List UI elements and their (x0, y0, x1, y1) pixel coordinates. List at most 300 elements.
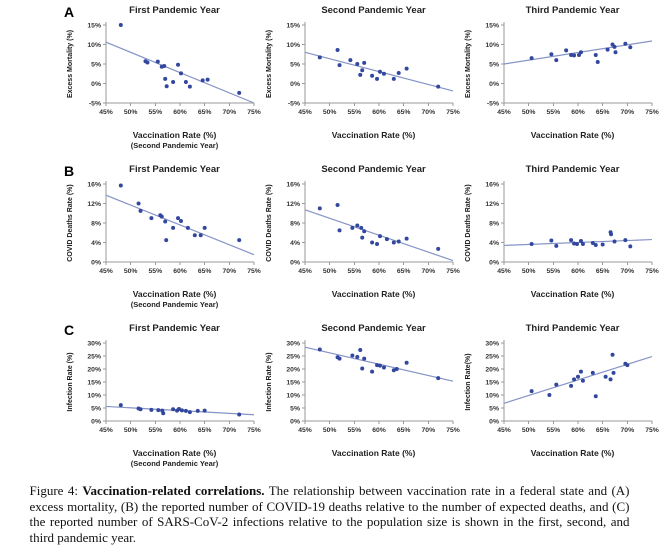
x-tick-label: 45% (99, 268, 113, 275)
y-tick-label: 5% (290, 61, 300, 69)
data-point (358, 348, 362, 352)
x-tick-label: 60% (571, 109, 585, 116)
x-tick-label: 70% (620, 109, 635, 116)
x-tick-label: 75% (645, 427, 659, 434)
x-tick-label: 55% (347, 427, 362, 434)
y-tick-label: 0% (489, 80, 499, 88)
subplot-b-third-pandemic-year (460, 163, 659, 310)
subplot-title: Second Pandemic Year (321, 323, 426, 334)
y-tick-label: 0% (489, 418, 499, 426)
data-point (359, 226, 363, 230)
y-tick-label: 12% (485, 200, 499, 208)
x-tick-label: 60% (571, 268, 585, 275)
data-point (611, 353, 615, 357)
data-point (237, 238, 241, 242)
x-tick-label: 65% (197, 268, 212, 275)
data-point (613, 240, 617, 244)
data-point (601, 242, 605, 246)
x-axis-label: Vaccination Rate (%) (132, 289, 217, 299)
data-point (355, 62, 359, 66)
subplot-a-third-pandemic-year (460, 4, 659, 151)
y-tick-label: 4% (489, 239, 499, 247)
data-point (360, 236, 364, 240)
x-tick-label: 60% (173, 109, 187, 116)
subplot-b-first-pandemic-year (62, 163, 261, 310)
data-point (604, 375, 608, 379)
data-point (237, 413, 241, 417)
subplot-title: Second Pandemic Year (321, 5, 426, 16)
y-tick-label: 15% (87, 379, 101, 387)
data-point (203, 226, 207, 230)
x-axis-label: Vaccination Rate (%) (530, 289, 615, 299)
y-tick-label: 30% (485, 340, 499, 348)
x-tick-label: 70% (620, 268, 635, 275)
data-point (338, 63, 342, 67)
data-point (348, 58, 352, 62)
y-axis-label: Infection Rate(%) (465, 353, 472, 411)
subplot-b-second-pandemic-year (261, 163, 460, 310)
data-point (199, 233, 203, 237)
x-tick-label: 75% (247, 109, 261, 116)
x-tick-label: 45% (99, 427, 113, 434)
x-tick-label: 60% (173, 268, 187, 275)
data-point (362, 229, 366, 233)
data-point (179, 219, 183, 223)
x-axis-label: Vaccination Rate (%) (132, 448, 217, 458)
data-point (206, 78, 210, 82)
x-tick-label: 55% (148, 268, 163, 275)
data-point (355, 223, 359, 227)
data-point (625, 363, 629, 367)
data-point (355, 355, 359, 359)
x-axis-label: Vaccination Rate (%) (331, 130, 416, 140)
x-tick-label: 65% (197, 427, 212, 434)
subplot-c-first-pandemic-year (62, 322, 261, 469)
x-tick-label: 55% (347, 268, 362, 275)
x-tick-label: 65% (396, 427, 411, 434)
y-tick-label: 25% (286, 353, 300, 361)
data-point (581, 242, 585, 246)
data-point (572, 377, 576, 381)
y-tick-label: 5% (91, 61, 101, 69)
x-tick-label: 60% (372, 427, 386, 434)
data-point (188, 410, 192, 414)
data-point (203, 409, 207, 413)
data-point (160, 215, 164, 219)
y-tick-label: 16% (286, 181, 300, 189)
data-point (596, 60, 600, 64)
data-point (201, 78, 205, 82)
x-tick-label: 70% (222, 427, 237, 434)
data-point (176, 63, 180, 67)
x-tick-label: 45% (497, 427, 511, 434)
data-point (184, 80, 188, 84)
x-tick-label: 50% (123, 268, 138, 275)
x-tick-label: 65% (595, 427, 610, 434)
x-tick-label: 75% (446, 427, 460, 434)
panel-row-a (0, 4, 659, 151)
data-point (569, 384, 573, 388)
data-point (554, 58, 558, 62)
x-tick-label: 70% (421, 109, 436, 116)
data-point (171, 407, 175, 411)
y-tick-label: 10% (485, 392, 499, 400)
data-point (370, 370, 374, 374)
data-point (362, 357, 366, 361)
x-tick-label: 55% (347, 109, 362, 116)
x-tick-label: 55% (148, 109, 163, 116)
subplot-a-second-pandemic-year (261, 4, 460, 151)
data-point (119, 23, 123, 27)
subplot-c-second-pandemic-year (261, 322, 460, 469)
y-tick-label: 10% (485, 41, 499, 49)
data-point (576, 375, 580, 379)
data-point (392, 241, 396, 245)
data-point (180, 408, 184, 412)
data-point (139, 407, 143, 411)
subplot-c-third-pandemic-year (460, 322, 659, 469)
panel-row-c (0, 322, 659, 469)
data-point (362, 61, 366, 65)
y-tick-label: 5% (489, 405, 499, 413)
data-point (145, 60, 149, 64)
subplot-canvas (460, 18, 659, 130)
data-point (149, 216, 153, 220)
data-point (119, 183, 123, 187)
y-tick-label: 8% (489, 220, 499, 228)
x-tick-label: 75% (247, 427, 261, 434)
x-tick-label: 70% (421, 427, 436, 434)
x-tick-label: 50% (322, 268, 337, 275)
data-point (188, 85, 192, 89)
data-point (318, 206, 322, 210)
data-point (579, 370, 583, 374)
x-axis-note: (Second Pandemic Year) (130, 141, 219, 150)
y-tick-label: 5% (290, 405, 300, 413)
data-point (628, 45, 632, 49)
subplot-canvas (261, 18, 460, 130)
y-tick-label: 15% (286, 22, 300, 30)
x-tick-label: 65% (595, 109, 610, 116)
data-point (318, 348, 322, 352)
x-tick-label: 45% (298, 109, 312, 116)
data-point (609, 377, 613, 381)
data-point (196, 409, 200, 413)
caption-body: The relationship between vaccination rate in a federal state and (A) excess mortality, (B) the reported number of COVID-19 deaths relative to the number of expected deaths, and (C) the reported number of SARS-CoV-2 infections relative to the population size is shown in the first, second, and third pandemic year. (29, 483, 630, 545)
data-point (184, 409, 188, 413)
data-point (609, 232, 613, 236)
data-point (164, 238, 168, 242)
y-axis-label: Excess Mortality (%) (266, 29, 273, 99)
data-point (336, 48, 340, 52)
x-axis-note: (Second Pandemic Year) (130, 459, 219, 468)
x-axis-label: Vaccination Rate (%) (530, 130, 615, 140)
data-point (119, 403, 123, 407)
data-point (378, 234, 382, 238)
x-tick-label: 55% (546, 427, 561, 434)
x-axis-label: Vaccination Rate (%) (331, 448, 416, 458)
data-point (358, 73, 362, 77)
y-tick-label: 0% (290, 259, 300, 267)
x-tick-label: 70% (222, 268, 237, 275)
data-point (382, 365, 386, 369)
y-axis-label: Infection Rate (%) (67, 352, 74, 412)
x-tick-label: 50% (521, 109, 536, 116)
data-point (378, 70, 382, 74)
y-axis-label: COVID Deaths Rate (%) (67, 184, 74, 262)
x-tick-label: 60% (173, 427, 187, 434)
subplot-title: First Pandemic Year (129, 323, 220, 334)
data-point (137, 202, 141, 206)
data-point (397, 240, 401, 244)
x-tick-label: 50% (521, 427, 536, 434)
x-tick-label: 50% (322, 427, 337, 434)
panel-label-a: A (64, 4, 75, 20)
y-tick-label: 25% (87, 353, 101, 361)
data-point (237, 91, 241, 95)
trend-line (504, 41, 652, 64)
x-tick-label: 45% (298, 268, 312, 275)
x-tick-label: 75% (446, 109, 460, 116)
y-tick-label: 16% (485, 181, 499, 189)
y-tick-label: 20% (87, 366, 101, 374)
data-point (375, 242, 379, 246)
x-tick-label: 70% (421, 268, 436, 275)
y-tick-label: 15% (286, 379, 300, 387)
data-point (360, 68, 364, 72)
x-tick-label: 75% (247, 268, 261, 275)
y-tick-label: 20% (485, 366, 499, 374)
trend-line (504, 357, 652, 404)
subplot-title: Third Pandemic Year (525, 323, 620, 334)
data-point (575, 242, 579, 246)
subplot-title: Second Pandemic Year (321, 164, 426, 175)
data-point (171, 226, 175, 230)
data-point (179, 71, 183, 75)
x-tick-label: 70% (620, 427, 635, 434)
y-tick-label: 0% (290, 80, 300, 88)
x-tick-label: 65% (396, 268, 411, 275)
x-tick-label: 60% (372, 109, 386, 116)
figure-4-vaccination-correlations (0, 4, 659, 545)
y-tick-label: 10% (286, 41, 300, 49)
x-tick-label: 55% (546, 268, 561, 275)
y-tick-label: 12% (87, 200, 101, 208)
y-axis-label: COVID Deaths Rate (%) (266, 184, 273, 262)
y-tick-label: 0% (91, 80, 101, 88)
x-tick-label: 60% (372, 268, 386, 275)
data-point (156, 408, 160, 412)
data-point (554, 383, 558, 387)
y-tick-label: 15% (87, 22, 101, 30)
y-tick-label: 0% (91, 418, 101, 426)
x-tick-label: 60% (571, 427, 585, 434)
data-point (436, 247, 440, 251)
data-point (623, 238, 627, 242)
y-tick-label: 8% (91, 220, 101, 228)
x-tick-label: 50% (521, 268, 536, 275)
data-point (594, 394, 598, 398)
data-point (569, 238, 573, 242)
data-point (594, 53, 598, 57)
data-point (530, 389, 534, 393)
data-point (378, 364, 382, 368)
y-tick-label: 10% (87, 392, 101, 400)
data-point (594, 243, 598, 247)
y-tick-label: 10% (286, 392, 300, 400)
data-point (564, 48, 568, 52)
data-point (395, 367, 399, 371)
data-point (530, 56, 534, 60)
y-tick-label: 30% (286, 340, 300, 348)
subplot-title: Third Pandemic Year (525, 164, 620, 175)
x-axis-label: Vaccination Rate (%) (530, 448, 615, 458)
data-point (162, 64, 166, 68)
data-point (385, 237, 389, 241)
y-tick-label: 5% (489, 61, 499, 69)
panel-label-b: B (64, 163, 75, 179)
data-point (530, 242, 534, 246)
y-tick-label: -5% (287, 100, 300, 108)
subplot-canvas (460, 177, 659, 289)
data-point (338, 228, 342, 232)
x-tick-label: 45% (497, 109, 511, 116)
y-tick-label: 15% (485, 22, 499, 30)
data-point (186, 226, 190, 230)
data-point (375, 77, 379, 81)
x-axis-label: Vaccination Rate (%) (132, 130, 217, 140)
data-point (405, 67, 409, 71)
y-tick-label: 0% (489, 259, 499, 267)
y-axis-label: Infection Rate (%) (266, 352, 273, 412)
subplot-canvas (460, 336, 659, 448)
y-tick-label: -5% (486, 100, 499, 108)
data-point (436, 85, 440, 89)
y-tick-label: -5% (88, 100, 101, 108)
subplot-a-first-pandemic-year (62, 4, 261, 151)
y-tick-label: 20% (286, 366, 300, 374)
data-point (338, 357, 342, 361)
subplot-canvas (261, 336, 460, 448)
y-axis-label: Excess Mortality (%) (67, 29, 74, 99)
data-point (193, 233, 197, 237)
x-tick-label: 50% (322, 109, 337, 116)
y-tick-label: 0% (91, 259, 101, 267)
data-point (370, 241, 374, 245)
subplot-title: First Pandemic Year (129, 164, 220, 175)
x-tick-label: 45% (298, 427, 312, 434)
data-point (165, 84, 169, 88)
y-tick-label: 25% (485, 353, 499, 361)
x-tick-label: 70% (222, 109, 237, 116)
y-tick-label: 10% (87, 41, 101, 49)
data-point (163, 77, 167, 81)
data-point (612, 371, 616, 375)
data-point (549, 52, 553, 56)
data-point (382, 72, 386, 76)
data-point (405, 237, 409, 241)
y-axis-label: Excess Mortality (%) (465, 29, 472, 99)
x-tick-label: 65% (595, 268, 610, 275)
data-point (613, 50, 617, 54)
data-point (171, 80, 175, 84)
x-tick-label: 65% (396, 109, 411, 116)
y-tick-label: 4% (290, 239, 300, 247)
x-axis-label: Vaccination Rate (%) (331, 289, 416, 299)
panel-row-b (0, 163, 659, 310)
data-point (336, 203, 340, 207)
data-point (405, 361, 409, 365)
data-point (579, 50, 583, 54)
subplot-title: First Pandemic Year (129, 5, 220, 16)
subplot-title: Third Pandemic Year (525, 5, 620, 16)
caption-title: Vaccination-related correlations. (82, 483, 265, 498)
x-axis-note: (Second Pandemic Year) (130, 300, 219, 309)
data-point (318, 55, 322, 59)
panel-label-c: C (64, 322, 75, 338)
y-tick-label: 4% (91, 239, 101, 247)
data-point (606, 48, 610, 52)
data-point (156, 60, 160, 64)
caption-prefix: Figure 4: (29, 483, 78, 498)
data-point (176, 216, 180, 220)
y-tick-label: 5% (91, 405, 101, 413)
x-tick-label: 50% (123, 427, 138, 434)
y-tick-label: 12% (286, 200, 300, 208)
y-tick-label: 8% (290, 220, 300, 228)
y-axis-label: COVID Deaths Rate (%) (465, 184, 472, 262)
data-point (163, 220, 167, 224)
data-point (623, 42, 627, 46)
subplot-canvas (261, 177, 460, 289)
data-point (572, 53, 576, 57)
subplot-canvas (62, 177, 261, 289)
data-point (161, 411, 165, 415)
y-tick-label: 16% (87, 181, 101, 189)
x-tick-label: 45% (497, 268, 511, 275)
x-tick-label: 50% (123, 109, 138, 116)
x-tick-label: 45% (99, 109, 113, 116)
data-point (350, 226, 354, 230)
data-point (370, 74, 374, 78)
data-point (591, 371, 595, 375)
figure-caption (30, 483, 630, 545)
x-tick-label: 75% (645, 268, 659, 275)
data-point (149, 408, 153, 412)
data-point (350, 353, 354, 357)
data-point (436, 376, 440, 380)
subplot-canvas (62, 336, 261, 448)
y-tick-label: 15% (485, 379, 499, 387)
data-point (628, 244, 632, 248)
subplot-canvas (62, 18, 261, 130)
data-point (547, 393, 551, 397)
x-tick-label: 75% (645, 109, 659, 116)
data-point (397, 71, 401, 75)
data-point (139, 209, 143, 213)
data-point (392, 77, 396, 81)
trend-line (106, 195, 254, 254)
data-point (613, 45, 617, 49)
x-tick-label: 75% (446, 268, 460, 275)
data-point (581, 379, 585, 383)
data-point (549, 239, 553, 243)
data-point (554, 244, 558, 248)
data-point (360, 366, 364, 370)
x-tick-label: 55% (546, 109, 561, 116)
y-tick-label: 0% (290, 418, 300, 426)
x-tick-label: 55% (148, 427, 163, 434)
